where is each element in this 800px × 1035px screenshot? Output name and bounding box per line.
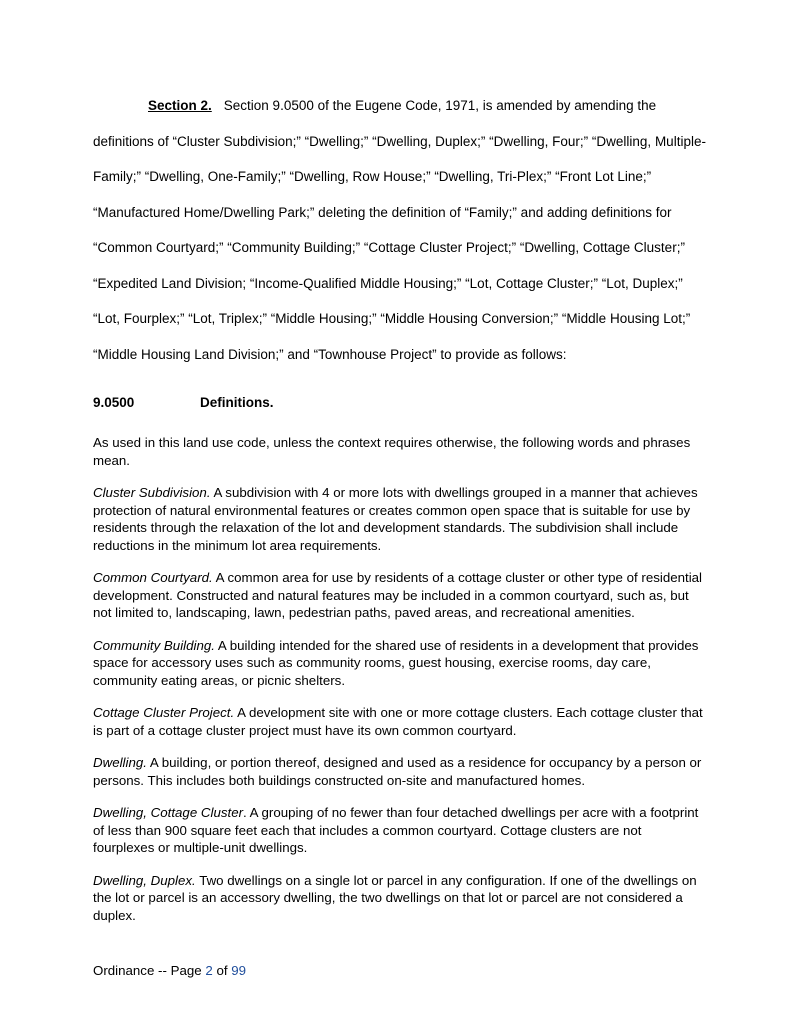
footer-page-number: 2: [205, 963, 213, 978]
footer-prefix: Ordinance -- Page: [93, 963, 206, 978]
definition-term: Common Courtyard.: [93, 570, 213, 585]
definition-text: . A grouping of no fewer than four detached dwellings per acre with a footprint of less than 900 square feet each that includes a common courtyard. Cottage clusters are not fourplexes or multiple-unit dwellings.: [93, 805, 699, 855]
page-content: [93, 88, 706, 939]
intro-paragraph: [93, 88, 706, 372]
code-section-number: 9.0500: [93, 395, 135, 410]
definition-paragraph: [93, 872, 706, 925]
definition-paragraph: [93, 569, 706, 622]
section-label: Section 2.: [148, 98, 212, 113]
definition-term: Dwelling.: [93, 755, 147, 770]
page-footer: [93, 962, 246, 980]
definition-text: A subdivision with 4 or more lots with dwellings grouped in a manner that achieves protection of natural environmental features or creates common open space that is suitable for use by residents through the relaxation of the lot and development standards. The subdivision shall include reductions in the minimum lot area requirements.: [93, 485, 698, 553]
definition-paragraph: [93, 704, 706, 739]
definition-term: Cottage Cluster Project.: [93, 705, 235, 720]
definition-term: Dwelling, Duplex.: [93, 872, 196, 888]
footer-middle: of: [212, 963, 232, 978]
definition-text: A building intended for the shared use of residents in a development that provides space for accessory uses such as community rooms, guest housing, exercise rooms, day care, community eating areas, or picnic shelters.: [93, 637, 699, 688]
definition-term: Community Building.: [93, 637, 215, 653]
footer-total-pages: 99: [231, 963, 247, 978]
code-section-title: Definitions.: [200, 395, 274, 410]
intro-text: Section 9.0500 of the Eugene Code, 1971, is amended by amending the definitions of “Cluster Subdivision;” “Dwelling;” “Dwelling, Duplex;” “Dwelling, Four;” “Dwelling, Multiple-Family;” “Dwelling, One-Family;” “Dwelling, Row House;” “Dwelling, Tri-Plex;” “Front Lot Line;” “Manufactured Home/Dwelling Park;” deleting the definition of “Family;” and adding definitions for “Common Courtyard;” “Community Building;” “Cottage Cluster Project;” “Dwelling, Cottage Cluster;” “Expedited Land Division; “Income-Qualified Middle Housing;” “Lot, Cottage Cluster;” “Lot, Duplex;” “Lot, Fourplex;” “Lot, Triplex;” “Middle Housing;” “Middle Housing Conversion;” “Middle Housing Lot;” “Middle Housing Land Division;” and “Townhouse Project” to provide as follows:: [93, 98, 706, 362]
definition-text: A development site with one or more cottage clusters. Each cottage cluster that is part of a cottage cluster project must have its own common courtyard.: [93, 705, 703, 738]
definition-text: A common area for use by residents of a cottage cluster or other type of residential development. Constructed and natural features may be included in a common courtyard, such as, but not limited to, landscaping, lawn, pedestrian paths, paved areas, and recreational amenities.: [93, 570, 703, 620]
definition-paragraph: [93, 484, 706, 554]
definition-paragraph: [93, 804, 706, 857]
definition-paragraph: [93, 754, 706, 789]
lead-in-paragraph: As used in this land use code, unless the context requires otherwise, the following words and phrases mean.: [93, 435, 691, 468]
definition-term: Dwelling, Cottage Cluster: [93, 805, 244, 820]
definition-term: Cluster Subdivision.: [93, 485, 211, 500]
definition-text: A building, or portion thereof, designed and used as a residence for occupancy by a person or persons. This includes both buildings constructed on-site and manufactured homes.: [93, 755, 702, 788]
definition-text: Two dwellings on a single lot or parcel in any configuration. If one of the dwellings on the lot or parcel is an accessory dwelling, the two dwellings on that lot or parcel are not considered a duplex.: [93, 872, 697, 923]
definition-paragraph: [93, 637, 706, 690]
code-section-heading: [93, 394, 706, 412]
